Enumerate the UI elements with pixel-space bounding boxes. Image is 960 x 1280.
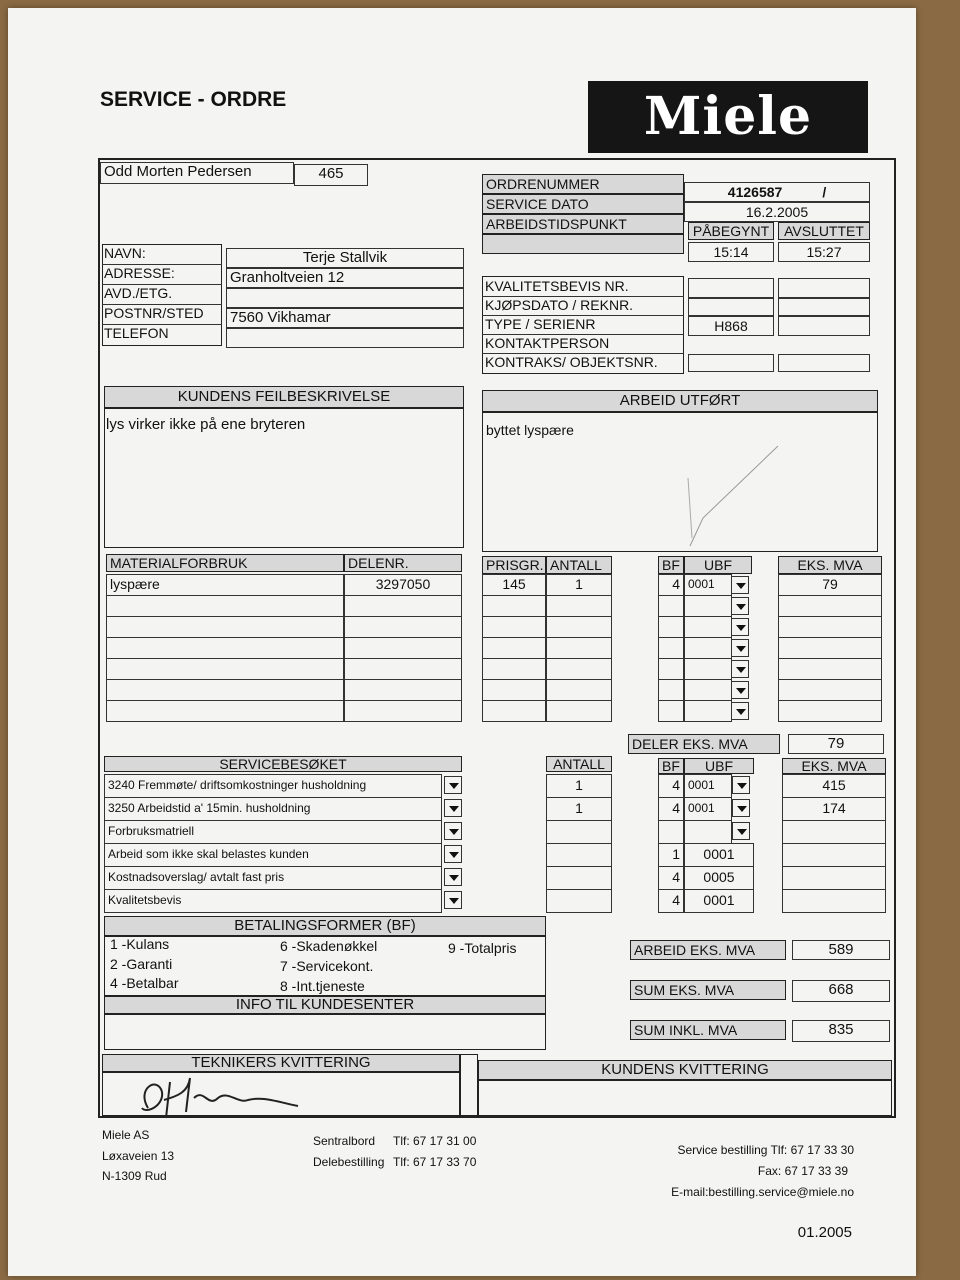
label-service-date: SERVICE DATO [482, 194, 684, 214]
customer-postal: 7560 Vikhamar [226, 308, 464, 328]
technician-name: Odd Morten Pedersen [100, 162, 294, 184]
material-cell-part [344, 595, 462, 617]
materials-header-ubf: UBF [684, 556, 752, 574]
service-item[interactable]: Kostnadsoverslag/ avtalt fast pris [104, 866, 442, 890]
info-header: INFO TIL KUNDESENTER [104, 996, 546, 1014]
material-cell-bf [658, 616, 684, 638]
pen-scribble [608, 438, 788, 548]
footer-parts-label: Delebestilling [313, 1155, 385, 1169]
label-contract: KONTRAKS/ OBJEKTSNR. [485, 354, 658, 370]
service-cell-ex-vat [782, 843, 886, 867]
service-item[interactable]: 3240 Fremmøte/ driftsomkostninger husholdning [104, 774, 442, 798]
material-cell-ubf[interactable] [684, 658, 732, 680]
customer-dept [226, 288, 464, 308]
purchase-field-2 [778, 298, 870, 316]
receipt-separator [460, 1054, 478, 1116]
service-cell-ubf[interactable] [684, 820, 732, 844]
order-blank-row [482, 234, 684, 254]
ubf-dropdown-icon[interactable] [731, 660, 749, 678]
form-version: 01.2005 [797, 1224, 852, 1241]
material-cell-price-group [482, 616, 546, 638]
ubf-dropdown-icon[interactable] [731, 681, 749, 699]
fault-text: lys virker ikke på ene bryteren [106, 416, 306, 433]
materials-header-part: DELENR. [344, 554, 462, 572]
payment-option-9: 9 -Totalpris [448, 940, 517, 956]
service-cell-ex-vat [782, 820, 886, 844]
technician-signature [128, 1068, 308, 1128]
material-cell-part [344, 637, 462, 659]
materials-header-exvat: EKS. MVA [778, 556, 882, 574]
warranty-field-2 [778, 278, 870, 298]
ubf-dropdown-icon[interactable] [732, 822, 750, 840]
payment-option-4: 4 -Betalbar [110, 975, 179, 991]
work-header: ARBEID UTFØRT [482, 390, 878, 412]
material-cell-price-group [482, 658, 546, 680]
material-cell-item [106, 616, 344, 638]
label-started: PÅBEGYNT [688, 222, 774, 240]
material-cell-bf [658, 658, 684, 680]
material-cell-qty [546, 637, 612, 659]
service-item[interactable]: Arbeid som ikke skal belastes kunden [104, 843, 442, 867]
ubf-dropdown-icon[interactable] [731, 702, 749, 720]
service-cell-ubf[interactable]: 0001 [684, 889, 754, 913]
purchase-field [688, 298, 774, 316]
sum-inc-value: 835 [792, 1020, 890, 1042]
customer-receipt-header: KUNDENS KVITTERING [478, 1060, 892, 1080]
service-dropdown-icon[interactable] [444, 822, 462, 840]
material-cell-ex-vat [778, 700, 882, 722]
material-cell-qty [546, 595, 612, 617]
material-cell-price-group: 145 [482, 574, 546, 596]
material-cell-part [344, 658, 462, 680]
service-cell-qty [546, 889, 612, 913]
material-cell-ex-vat [778, 616, 882, 638]
parts-total-label: DELER EKS. MVA [628, 734, 780, 754]
footer-company: Miele AS [102, 1128, 150, 1142]
service-header-ubf: UBF [684, 758, 754, 774]
material-cell-ex-vat [778, 637, 882, 659]
footer-fax: Fax: 67 17 33 39 [757, 1164, 848, 1178]
label-finished: AVSLUTTET [778, 222, 870, 240]
material-cell-bf [658, 637, 684, 659]
warranty-field [688, 278, 774, 298]
service-dropdown-icon[interactable] [444, 845, 462, 863]
ubf-dropdown-icon[interactable] [731, 618, 749, 636]
material-cell-ubf[interactable] [684, 700, 732, 722]
material-cell-part [344, 679, 462, 701]
payment-option-8: 8 -Int.tjeneste [280, 978, 365, 994]
end-time: 15:27 [778, 242, 870, 262]
material-cell-part: 3297050 [344, 574, 462, 596]
labor-value: 589 [792, 940, 890, 960]
service-cell-ex-vat [782, 889, 886, 913]
contract-field-2 [778, 354, 870, 372]
service-header-qty: ANTALL [546, 756, 612, 772]
material-cell-item [106, 637, 344, 659]
technician-receipt-header: TEKNIKERS KVITTERING [102, 1054, 460, 1072]
fault-header: KUNDENS FEILBESKRIVELSE [104, 386, 464, 408]
service-item[interactable]: Forbruksmatriell [104, 820, 442, 844]
footer-switchboard-label: Sentralbord [313, 1134, 376, 1148]
material-cell-ubf[interactable] [684, 637, 732, 659]
order-number [684, 182, 870, 202]
service-cell-bf: 1 [658, 843, 684, 867]
label-postal: POSTNR/STED [104, 305, 204, 321]
label-warranty: KVALITETSBEVIS NR. [485, 278, 629, 294]
sum-ex-value: 668 [792, 980, 890, 1002]
label-work-time: ARBEIDSTIDSPUNKT [482, 214, 684, 234]
label-address: ADRESSE: [104, 265, 175, 281]
customer-phone [226, 328, 464, 348]
service-dropdown-icon[interactable] [444, 776, 462, 794]
form-title: SERVICE - ORDRE [100, 88, 287, 111]
service-cell-qty [546, 820, 612, 844]
material-cell-price-group [482, 700, 546, 722]
service-date: 16.2.2005 [684, 202, 870, 222]
material-cell-item [106, 700, 344, 722]
material-cell-ubf[interactable]: 0001 [684, 574, 732, 596]
ubf-dropdown-icon[interactable] [731, 576, 749, 594]
service-dropdown-icon[interactable] [444, 799, 462, 817]
sum-inc-label: SUM INKL. MVA [630, 1020, 786, 1040]
payment-header: BETALINGSFORMER (BF) [104, 916, 546, 936]
footer-street: Løxaveien 13 [102, 1149, 175, 1163]
order-number-suffix: / [822, 184, 827, 200]
ubf-dropdown-icon[interactable] [731, 639, 749, 657]
label-contact: KONTAKTPERSON [485, 335, 610, 351]
material-cell-qty: 1 [546, 574, 612, 596]
material-cell-item: lyspære [106, 574, 344, 596]
label-phone: TELEFON [104, 325, 169, 341]
service-cell-ubf[interactable]: 0005 [684, 866, 754, 890]
material-cell-qty [546, 700, 612, 722]
service-dropdown-icon[interactable] [444, 891, 462, 909]
materials-header-bf: BF [658, 556, 684, 574]
serial-field [778, 316, 870, 336]
footer-city: N-1309 Rud [102, 1169, 167, 1183]
technician-number: 465 [294, 164, 368, 186]
work-text: byttet lyspære [486, 422, 574, 438]
service-cell-ex-vat: 415 [782, 774, 886, 798]
labor-label: ARBEID EKS. MVA [630, 940, 786, 960]
footer-parts: Tlf: 67 17 33 70 [393, 1155, 477, 1169]
service-cell-ex-vat [782, 866, 886, 890]
materials-header-price: PRISGR. [482, 556, 546, 574]
material-cell-ex-vat [778, 679, 882, 701]
footer-service-order: Service bestilling Tlf: 67 17 33 30 [677, 1143, 854, 1157]
service-cell-qty: 1 [546, 774, 612, 798]
label-name: NAVN: [104, 245, 146, 261]
material-cell-price-group [482, 595, 546, 617]
service-order-form [8, 8, 916, 1276]
parts-total-value: 79 [788, 734, 884, 754]
service-cell-bf: 4 [658, 889, 684, 913]
material-cell-part [344, 700, 462, 722]
contract-field [688, 354, 774, 372]
ubf-dropdown-icon[interactable] [731, 597, 749, 615]
service-item[interactable]: Kvalitetsbevis [104, 889, 442, 913]
material-cell-ubf[interactable] [684, 595, 732, 617]
label-order-number: ORDRENUMMER [482, 174, 684, 194]
order-number-value: 4126587 [727, 184, 783, 200]
material-cell-item [106, 679, 344, 701]
type-serial: H868 [688, 316, 774, 336]
service-header-bf: BF [658, 758, 684, 774]
label-type: TYPE / SERIENR [485, 316, 596, 332]
service-cell-bf: 4 [658, 866, 684, 890]
service-item[interactable]: 3250 Arbeidstid a' 15min. husholdning [104, 797, 442, 821]
service-cell-bf: 4 [658, 774, 684, 798]
material-cell-ubf[interactable] [684, 616, 732, 638]
material-cell-ex-vat: 79 [778, 574, 882, 596]
service-header-exvat: EKS. MVA [782, 758, 886, 774]
material-cell-qty [546, 679, 612, 701]
material-cell-bf [658, 700, 684, 722]
material-cell-qty [546, 616, 612, 638]
customer-signature-box [478, 1080, 892, 1116]
material-cell-bf [658, 679, 684, 701]
service-cell-ex-vat: 174 [782, 797, 886, 821]
material-cell-ubf[interactable] [684, 679, 732, 701]
materials-header-qty: ANTALL [546, 556, 612, 574]
start-time: 15:14 [688, 242, 774, 262]
material-cell-ex-vat [778, 658, 882, 680]
service-cell-ubf[interactable]: 0001 [684, 797, 732, 821]
payment-option-7: 7 -Servicekont. [280, 958, 374, 974]
material-cell-qty [546, 658, 612, 680]
material-cell-item [106, 595, 344, 617]
materials-header-item: MATERIALFORBRUK [106, 554, 344, 572]
service-cell-bf [658, 820, 684, 844]
payment-option-1: 1 -Kulans [110, 936, 170, 952]
payment-option-6: 6 -Skadenøkkel [280, 938, 378, 954]
material-cell-bf: 4 [658, 574, 684, 596]
info-box [104, 1014, 546, 1050]
service-header: SERVICEBESØKET [104, 756, 462, 772]
label-dept: AVD./ETG. [104, 285, 173, 301]
footer-switchboard: Tlf: 67 17 31 00 [393, 1134, 477, 1148]
material-cell-price-group [482, 679, 546, 701]
customer-name: Terje Stallvik [226, 248, 464, 268]
service-cell-qty: 1 [546, 797, 612, 821]
ubf-dropdown-icon[interactable] [732, 776, 750, 794]
miele-logo: Miele [588, 81, 868, 153]
payment-option-2: 2 -Garanti [110, 956, 173, 972]
material-cell-item [106, 658, 344, 680]
label-purchase: KJØPSDATO / REKNR. [485, 297, 634, 313]
material-cell-price-group [482, 637, 546, 659]
ubf-dropdown-icon[interactable] [732, 799, 750, 817]
material-cell-ex-vat [778, 595, 882, 617]
material-cell-bf [658, 595, 684, 617]
service-cell-ubf[interactable]: 0001 [684, 774, 732, 798]
footer-email: E-mail:bestilling.service@miele.no [671, 1185, 854, 1199]
service-dropdown-icon[interactable] [444, 868, 462, 886]
material-cell-part [344, 616, 462, 638]
customer-address: Granholtveien 12 [226, 268, 464, 288]
service-cell-ubf[interactable]: 0001 [684, 843, 754, 867]
service-cell-qty [546, 866, 612, 890]
service-cell-qty [546, 843, 612, 867]
sum-ex-label: SUM EKS. MVA [630, 980, 786, 1000]
service-cell-bf: 4 [658, 797, 684, 821]
